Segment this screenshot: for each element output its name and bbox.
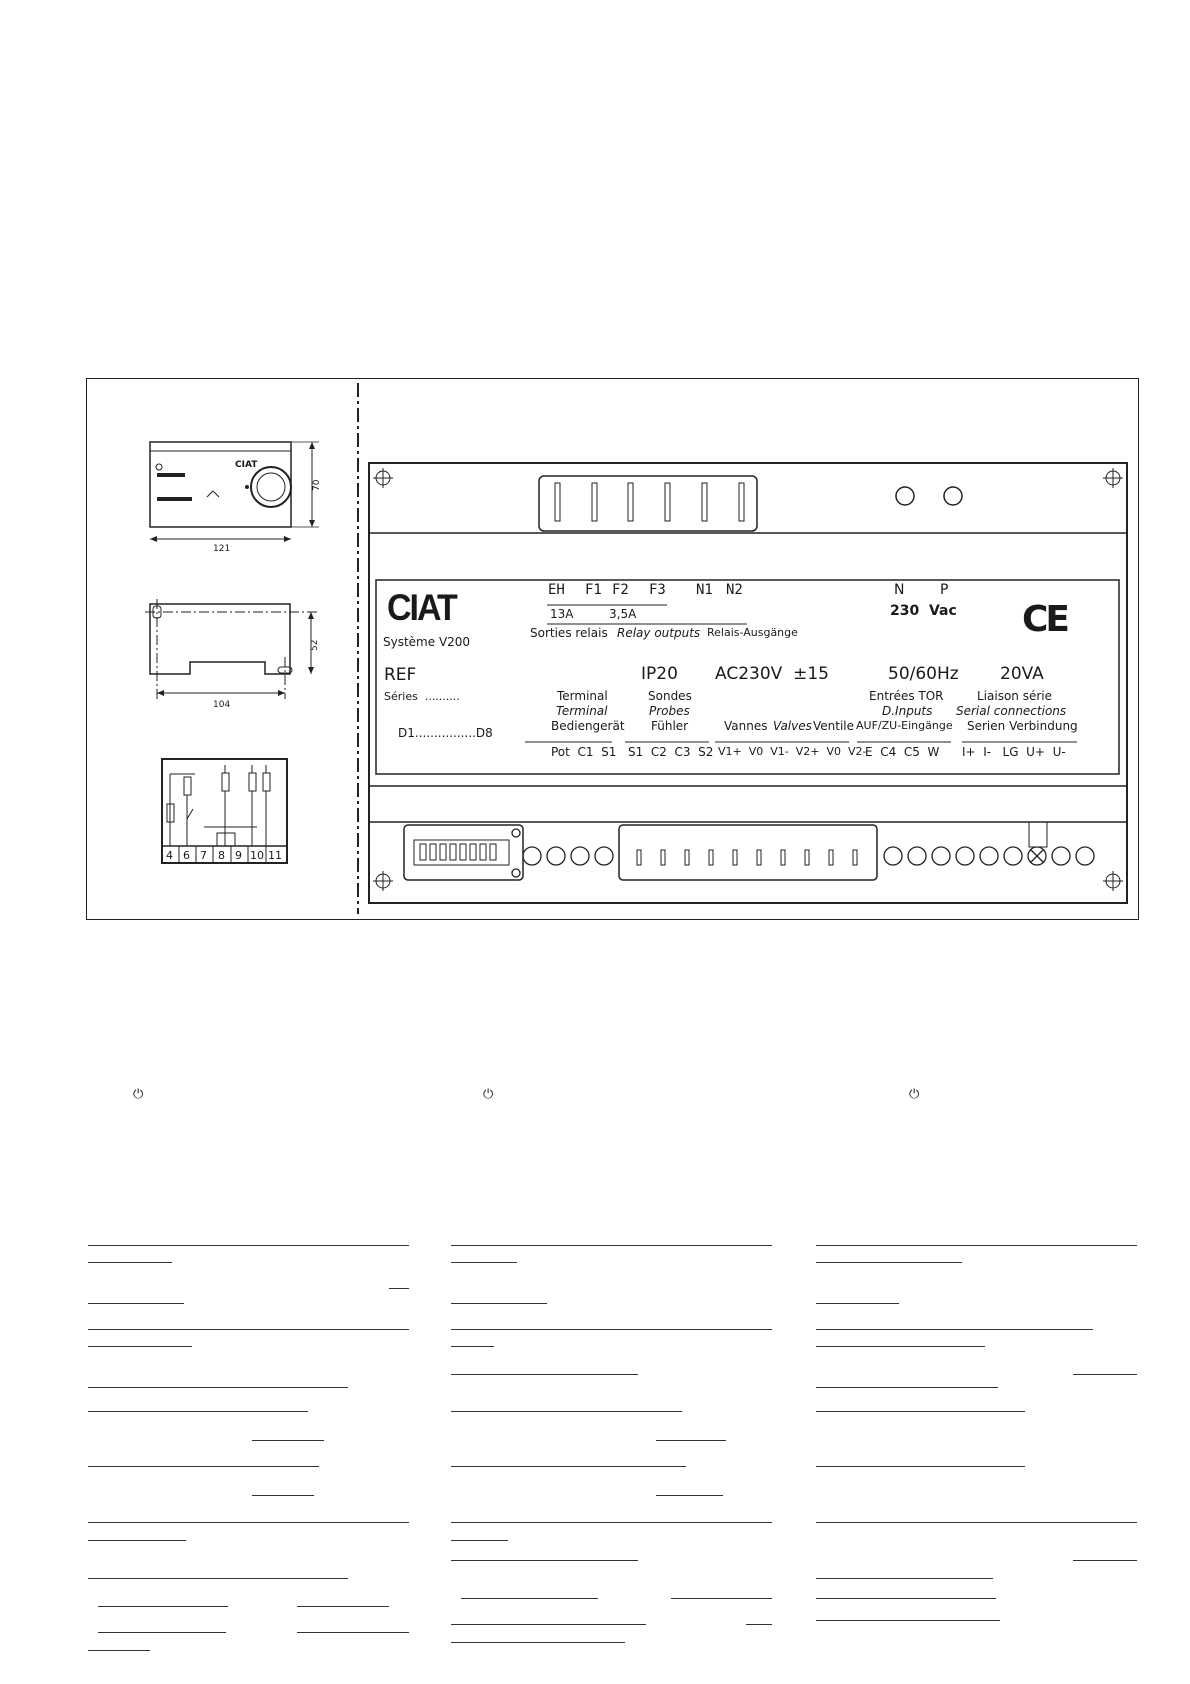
relay-terminal: F2 <box>612 582 629 598</box>
valves-label-de: Ventile <box>813 719 855 733</box>
module-brand: CIAT <box>387 587 456 629</box>
terminal-number: 10 <box>250 849 264 862</box>
rating-3-5a: 3,5A <box>609 607 637 621</box>
relay-terminal: N2 <box>726 582 743 598</box>
side-height-label: 52 <box>310 639 320 651</box>
probes-label-en: Probes <box>649 704 690 718</box>
terminal-number: 11 <box>268 849 282 862</box>
rating-13a: 13A <box>550 607 574 621</box>
inputs-pins: E C4 C5 W <box>865 745 940 759</box>
frequency: 50/60Hz <box>888 664 959 684</box>
relay-terminal: EH <box>548 582 565 598</box>
probes-pins: S1 C2 C3 S2 <box>628 745 714 759</box>
relay-label-en: Relay outputs <box>617 626 701 640</box>
terminal-label-fr: Terminal <box>557 689 608 703</box>
terminal-number: 7 <box>200 849 207 862</box>
relay-terminal: N1 <box>696 582 713 598</box>
wiring-drawing <box>87 379 1137 918</box>
relay-terminal: F1 <box>585 582 602 598</box>
probes-label-de: Fühler <box>651 719 689 733</box>
power-voltage: 230 Vac <box>890 603 957 619</box>
serial-label-en: Serial connections <box>956 704 1067 718</box>
dips-label: D1................D8 <box>398 726 493 740</box>
serial-label-fr: Liaison série <box>977 689 1053 703</box>
relay-terminal: F3 <box>649 582 666 598</box>
series-label: Séries .......... <box>384 690 460 703</box>
terminal-wiring <box>162 759 287 863</box>
ip-rating: IP20 <box>641 664 678 684</box>
valves-pins: V1+ V0 V1- V2+ V0 V2- <box>718 745 867 758</box>
drawing-frame <box>86 378 1139 920</box>
power-va: 20VA <box>1000 664 1044 684</box>
valves-label-en: Valves <box>773 719 812 733</box>
front-view <box>150 442 319 542</box>
terminal-pins: Pot C1 S1 <box>551 745 617 759</box>
inputs-label-de: AUF/ZU-Eingänge <box>856 719 953 732</box>
front-brand: CIAT <box>235 460 258 470</box>
terminal-number: 4 <box>166 849 173 862</box>
power-icon: ⏻ <box>909 1087 920 1102</box>
ce-mark: CE <box>1022 599 1068 640</box>
supply-voltage: AC230V ±15 <box>715 664 829 684</box>
terminal-number: 8 <box>218 849 225 862</box>
power-icon: ⏻ <box>133 1087 144 1102</box>
power-p: P <box>940 582 949 598</box>
system-label: Système V200 <box>383 635 471 649</box>
valves-label-fr: Vannes <box>724 719 768 733</box>
serial-pins: I+ I- LG U+ U- <box>962 745 1066 759</box>
power-icon: ⏻ <box>483 1087 494 1102</box>
terminal-number: 9 <box>235 849 242 862</box>
probes-label-fr: Sondes <box>648 689 692 703</box>
side-width-label: 104 <box>213 700 231 710</box>
relay-label-de: Relais-Ausgänge <box>707 626 798 639</box>
front-height-label: 70 <box>312 479 322 491</box>
power-n: N <box>894 582 905 598</box>
terminal-number: 6 <box>183 849 190 862</box>
inputs-label-en: D.Inputs <box>882 704 933 718</box>
inputs-label-fr: Entrées TOR <box>869 689 944 703</box>
ref-label: REF <box>384 665 417 685</box>
terminal-label-de: Bediengerät <box>551 719 625 733</box>
terminal-label-en: Terminal <box>556 704 608 718</box>
front-width-label: 121 <box>213 544 231 554</box>
serial-label-de: Serien Verbindung <box>967 719 1078 733</box>
relay-label-fr: Sorties relais <box>530 626 608 640</box>
side-view <box>145 599 317 699</box>
